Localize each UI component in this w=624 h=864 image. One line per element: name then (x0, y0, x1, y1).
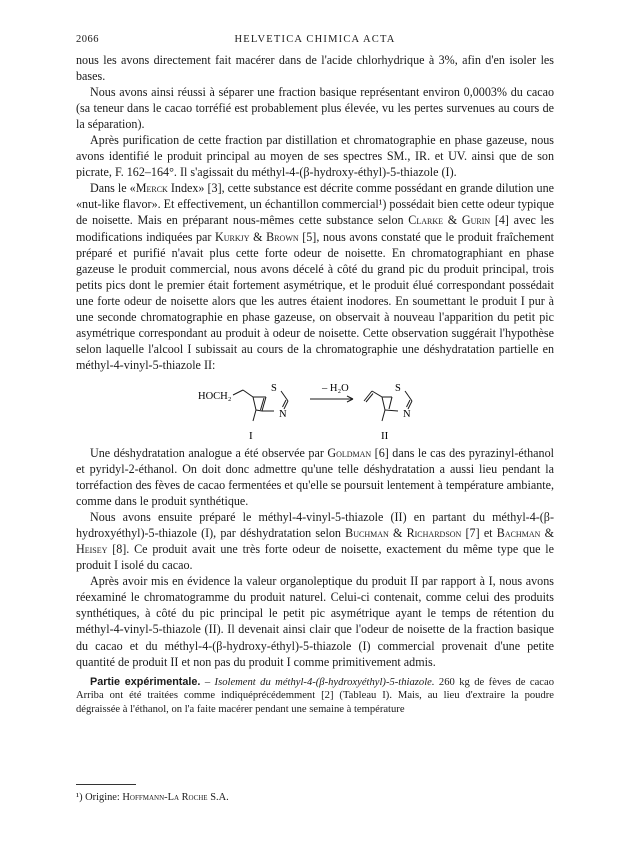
citation-author: Bachman (496, 526, 541, 541)
text: [4] avec les modifications indiquées par (76, 213, 554, 244)
text: & (540, 526, 554, 541)
text: [5], nous avons constaté que le produit fraîchement préparé et purifié n'avait plus cette forte odeur de noisette. En chromatographiant en phase gazeuse le produit commercial, nous avons décelé à côté du grand pic du produit principal, trois petits pics dont le premier était fortement asymétrique, et le produit élué correspondant possédait une forte odeur de noisette alors que les autres étaient inodores. En soumettant le produit I pur à une seconde chromatographie en phase gazeuse, on observait à nouveau l'apparition du petit pic asymétrique correspondant au produit à odeur de noisette. Cette observation suggérait l'hypothèse selon laquelle l'alcool I subissait au cours de la chromatographie une déshydratation partielle en méthyl-4-vinyl-5-thiazole II: (76, 229, 554, 372)
page (76, 34, 554, 717)
section-heading: Partie expérimentale. (90, 675, 201, 688)
text: & (388, 526, 407, 541)
hoch2-label: HOCH₂ (198, 390, 232, 402)
text: Une déshydratation analogue a été observée par (90, 445, 328, 460)
citation-author: Buchman (345, 526, 389, 541)
paragraph-1: nous les avons directement fait macérer dans de l'acide chlorhydrique à 3%, afin d'en isoler les bases. (76, 53, 554, 84)
page-number: 2066 (76, 34, 99, 45)
citation-author: Kurkjy (215, 229, 250, 244)
experimental-section (76, 676, 554, 717)
journal-title: HELVETICA CHIMICA ACTA (234, 34, 396, 45)
paragraph-2: Nous avons ainsi réussi à séparer une fraction basique représentant environ 0,0003% du cacao (sa teneur dans le cacao torréfié est probablement plus élevée, vu les pertes survenues au cours de la séparation). (76, 85, 554, 132)
running-header (76, 34, 554, 45)
reaction-arrow (310, 396, 353, 402)
text: [6] dans le cas des pyrazinyl-éthanol et pyridyl-2-éthanol. On doit donc admettre qu'une telle déshydratation a aussi lieu pendant la torréfaction des fèves de cacao fermentées et qu'elle se poursuit lentement à température ambiante, comme dans le produit synthétique. (76, 445, 555, 509)
text: [8]. Ce produit avait une très forte odeur de noisette, exactement du même type que le produit I isolé du cacao. (76, 542, 554, 573)
sulfur-label-i: S (271, 382, 277, 394)
footnote-company: Hoffmann-La Roche (122, 792, 208, 803)
text: Dans le « (90, 181, 136, 196)
text: Index» [3], cette substance est décrite comme possédant en grande dilution une «nut-like flavor». Et effectivement, un échantillon commercial¹) possédait bien cette odeur typique de noisette. Mais en préparant nous-mêmes cette substance selon (76, 181, 554, 228)
nitrogen-label-ii: N (403, 408, 411, 420)
experimental-paragraph (76, 676, 554, 717)
text: Nous avons ensuite préparé le méthyl-4-vinyl-5-thiazole (II) en partant du méthyl-4-(β-hydroxyéthyl)-5-thiazole (I), par déshydratation selon (76, 510, 554, 541)
citation-author: Goldman (327, 445, 372, 460)
compound-label-i: I (249, 429, 253, 442)
footnote-mark: ¹) Origine: (76, 792, 123, 803)
nitrogen-label-i: N (279, 408, 287, 420)
paragraph-7: Après avoir mis en évidence la valeur organoleptique du produit II par rapport à I, nous avons réexaminé le chromatogramme du produit naturel. Celui-ci contenait, comme celui des produits synthétiques, à côté du pic principal le petit pic asymétrique ayant le temps de rétention du méthyl-4-vinyl-5-thiazole (II). Il devenait ainsi clair que l'odeur de noisette de la fraction basique du cacao et du méthyl-4-(β-hydroxy-éthyl)-5-thiazole (I) commercial provenait d'une petite quantité de produit II et non pas du produit I comme primitivement admis. (76, 574, 554, 669)
sulfur-label-ii: S (395, 382, 401, 394)
footnote-rule (76, 784, 136, 785)
text: [7] et (461, 526, 497, 541)
citation-author: Clarke (408, 213, 443, 228)
compound-label-ii: II (381, 429, 389, 442)
paragraph-5 (76, 445, 554, 509)
citation-author: Gurin (461, 213, 491, 228)
citation-author: Brown (266, 229, 299, 244)
reaction-scheme-svg (76, 377, 554, 443)
paragraph-4 (76, 180, 554, 373)
text: & (249, 229, 267, 244)
citation-author: Richardson (406, 526, 462, 541)
text: 260 kg de fèves de cacao Arriba ont été traitées comme indiquéprécédemment [2] (Tableau I). Mais, au lieu d'extraire la poudre dégraissée à l'éthanol, on l'a faite macérer pendant une semaine à température (76, 676, 554, 715)
footnote (76, 792, 554, 803)
arrow-label: – H₂O (322, 382, 349, 394)
reaction-scheme (76, 377, 554, 443)
section-subheading: – Isolement du méthyl-4-(β-hydroxyéthyl)-5-thiazole. (200, 676, 435, 688)
paragraph-6 (76, 509, 554, 573)
paragraph-3: Après purification de cette fraction par distillation et chromatographie en phase gazeuse, nous avons identifié le produit principal au moyen de ses spectres SM., IR. et UV. ainsi que de son picrate, F. 162–164°. Il s'agissait du méthyl-4-(β-hydroxy-éthyl)-5-thiazole (I). (76, 133, 554, 180)
citation-author: Heisey (76, 542, 108, 557)
footnote-suffix: S.A. (207, 792, 229, 803)
text: & (443, 213, 462, 228)
citation-author: Merck (135, 181, 168, 196)
